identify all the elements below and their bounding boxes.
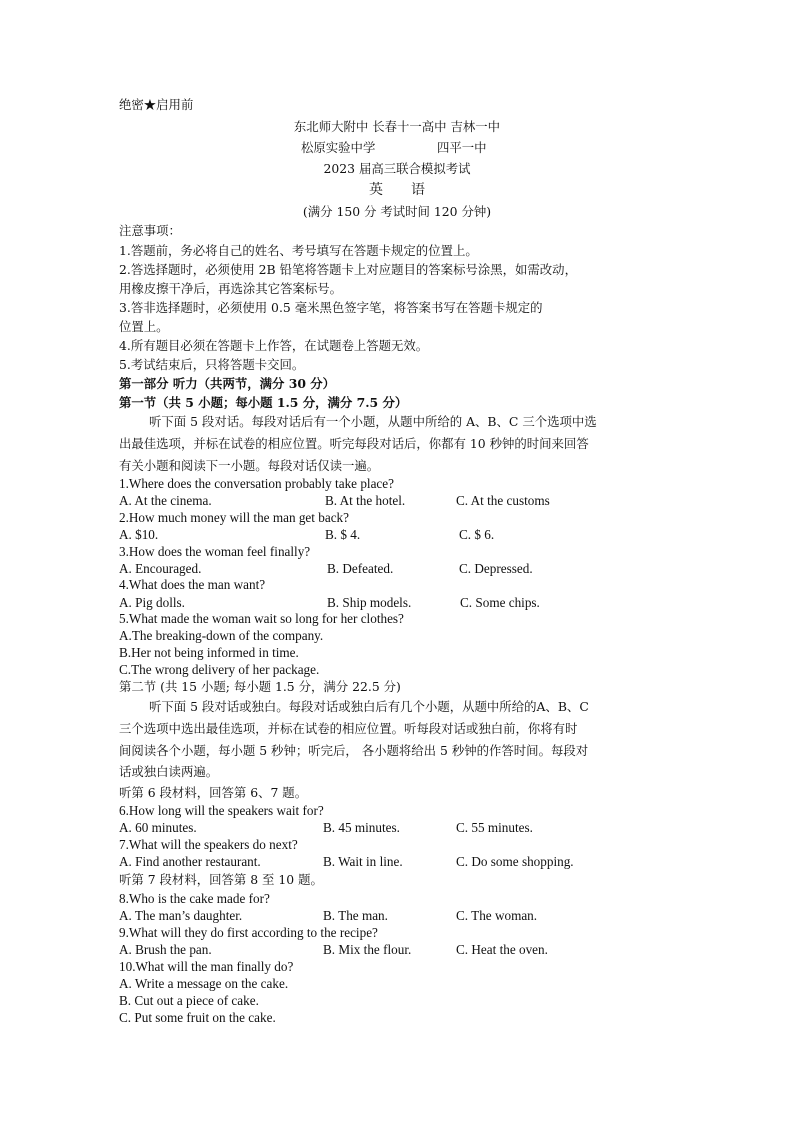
q2-option-c: C. $ 6. — [459, 527, 495, 542]
q8-option-b: B. The man. — [323, 908, 388, 923]
question-1: 1.Where does the conversation probably take place? — [119, 476, 394, 491]
question-6: 6.How long will the speakers wait for? — [119, 803, 324, 818]
section2-instructions: 间阅读各个小题，每小题 5 秒钟；听完后， 各小题将给出 5 秒钟的作答时间。每段对 — [119, 743, 589, 758]
q6-option-b: B. 45 minutes. — [323, 820, 400, 835]
q2-option-a: A. $10. — [119, 527, 159, 542]
material-6-label: 听第 6 段材料，回答第 6、7 题。 — [119, 785, 308, 800]
school-name-siping: 四平一中 — [437, 140, 487, 155]
q4-option-b: B. Ship models. — [327, 595, 412, 610]
notice-item: 4.所有题目必须在答题卡上作答，在试题卷上答题无效。 — [119, 338, 429, 353]
q3-option-b: B. Defeated. — [327, 561, 394, 576]
q1-option-a: A. At the cinema. — [119, 493, 212, 508]
school-names-line1: 东北师大附中 长春十一高中 吉林一中 — [293, 119, 501, 134]
section1-instructions: 有关小题和阅读下一小题。每段对话仅读一遍。 — [119, 458, 380, 473]
question-3: 3.How does the woman feel finally? — [119, 544, 311, 559]
q4-option-c: C. Some chips. — [460, 595, 540, 610]
section1-title: 第一节（共 5 小题；每小题 1.5 分，满分 7.5 分） — [119, 395, 408, 410]
q9-option-c: C. Heat the oven. — [456, 942, 548, 957]
q7-option-c: C. Do some shopping. — [456, 854, 574, 869]
q5-option-c: C.The wrong delivery of her package. — [119, 662, 320, 677]
notice-item: 位置上。 — [119, 319, 169, 334]
q1-option-b: B. At the hotel. — [325, 493, 406, 508]
score-time: (满分 150 分 考试时间 120 分钟) — [302, 204, 492, 219]
q6-option-c: C. 55 minutes. — [456, 820, 533, 835]
notice-item: 1.答题前，务必将自己的姓名、考号填写在答题卡规定的位置上。 — [119, 243, 478, 258]
question-9: 9.What will they do first according to the recipe? — [119, 925, 378, 940]
q6-option-a: A. 60 minutes. — [119, 820, 197, 835]
q8-option-c: C. The woman. — [456, 908, 538, 923]
section1-instructions: 听下面 5 段对话。每段对话后有一个小题，从题中所给的 A、B、C 三个选项中选 — [149, 414, 597, 429]
question-5: 5.What made the woman wait so long for her clothes? — [119, 611, 404, 626]
q7-option-a: A. Find another restaurant. — [119, 854, 261, 869]
notice-item: 3.答非选择题时，必须使用 0.5 毫米黑色签字笔，将答案书写在答题卡规定的 — [119, 300, 543, 315]
q5-option-a: A.The breaking-down of the company. — [119, 628, 324, 643]
subject-title: 英 语 — [369, 182, 425, 198]
question-7: 7.What will the speakers do next? — [119, 837, 298, 852]
question-8: 8.Who is the cake made for? — [119, 891, 270, 906]
notice-item: 5.考试结束后，只将答题卡交回。 — [119, 357, 305, 372]
q3-option-c: C. Depressed. — [459, 561, 533, 576]
part1-title: 第一部分 听力（共两节，满分 30 分） — [119, 376, 336, 391]
q10-option-a: A. Write a message on the cake. — [119, 976, 289, 991]
notice-item: 用橡皮擦干净后，再选涂其它答案标号。 — [119, 281, 343, 296]
q10-option-c: C. Put some fruit on the cake. — [119, 1010, 276, 1025]
material-7-label: 听第 7 段材料，回答第 8 至 10 题。 — [119, 872, 323, 887]
section2-instructions: 话或独白读两遍。 — [119, 764, 219, 779]
q10-option-b: B. Cut out a piece of cake. — [119, 993, 259, 1008]
exam-title: 2023 届高三联合模拟考试 — [323, 161, 471, 176]
question-10: 10.What will the man finally do? — [119, 959, 294, 974]
q1-option-c: C. At the customs — [456, 493, 550, 508]
section1-instructions: 出最佳选项，并标在试卷的相应位置。听完每段对话后，你都有 10 秒钟的时间来回答 — [119, 436, 589, 451]
q8-option-a: A. The man’s daughter. — [119, 908, 243, 923]
notice-title: 注意事项： — [119, 223, 181, 238]
q4-option-a: A. Pig dolls. — [119, 595, 185, 610]
q5-option-b: B.Her not being informed in time. — [119, 645, 299, 660]
confidential-mark: 绝密★启用前 — [119, 97, 194, 112]
q2-option-b: B. $ 4. — [325, 527, 361, 542]
q9-option-b: B. Mix the flour. — [323, 942, 412, 957]
question-4: 4.What does the man want? — [119, 577, 266, 592]
q7-option-b: B. Wait in line. — [323, 854, 403, 869]
question-2: 2.How much money will the man get back? — [119, 510, 349, 525]
q9-option-a: A. Brush the pan. — [119, 942, 212, 957]
notice-item: 2.答选择题时，必须使用 2B 铅笔将答题卡上对应题目的答案标号涂黑，如需改动， — [119, 262, 577, 277]
section2-instructions: 听下面 5 段对话或独白。每段对话或独白后有几个小题，从题中所给的A、B、C — [149, 699, 589, 714]
school-name-songyuan: 松原实验中学 — [301, 140, 376, 155]
section2-instructions: 三个选项中选出最佳选项，并标在试卷的相应位置。听每段对话或独白前，你将有时 — [119, 721, 578, 736]
section2-title: 第二节 (共 15 小题; 每小题 1.5 分，满分 22.5 分) — [119, 679, 401, 694]
q3-option-a: A. Encouraged. — [119, 561, 202, 576]
